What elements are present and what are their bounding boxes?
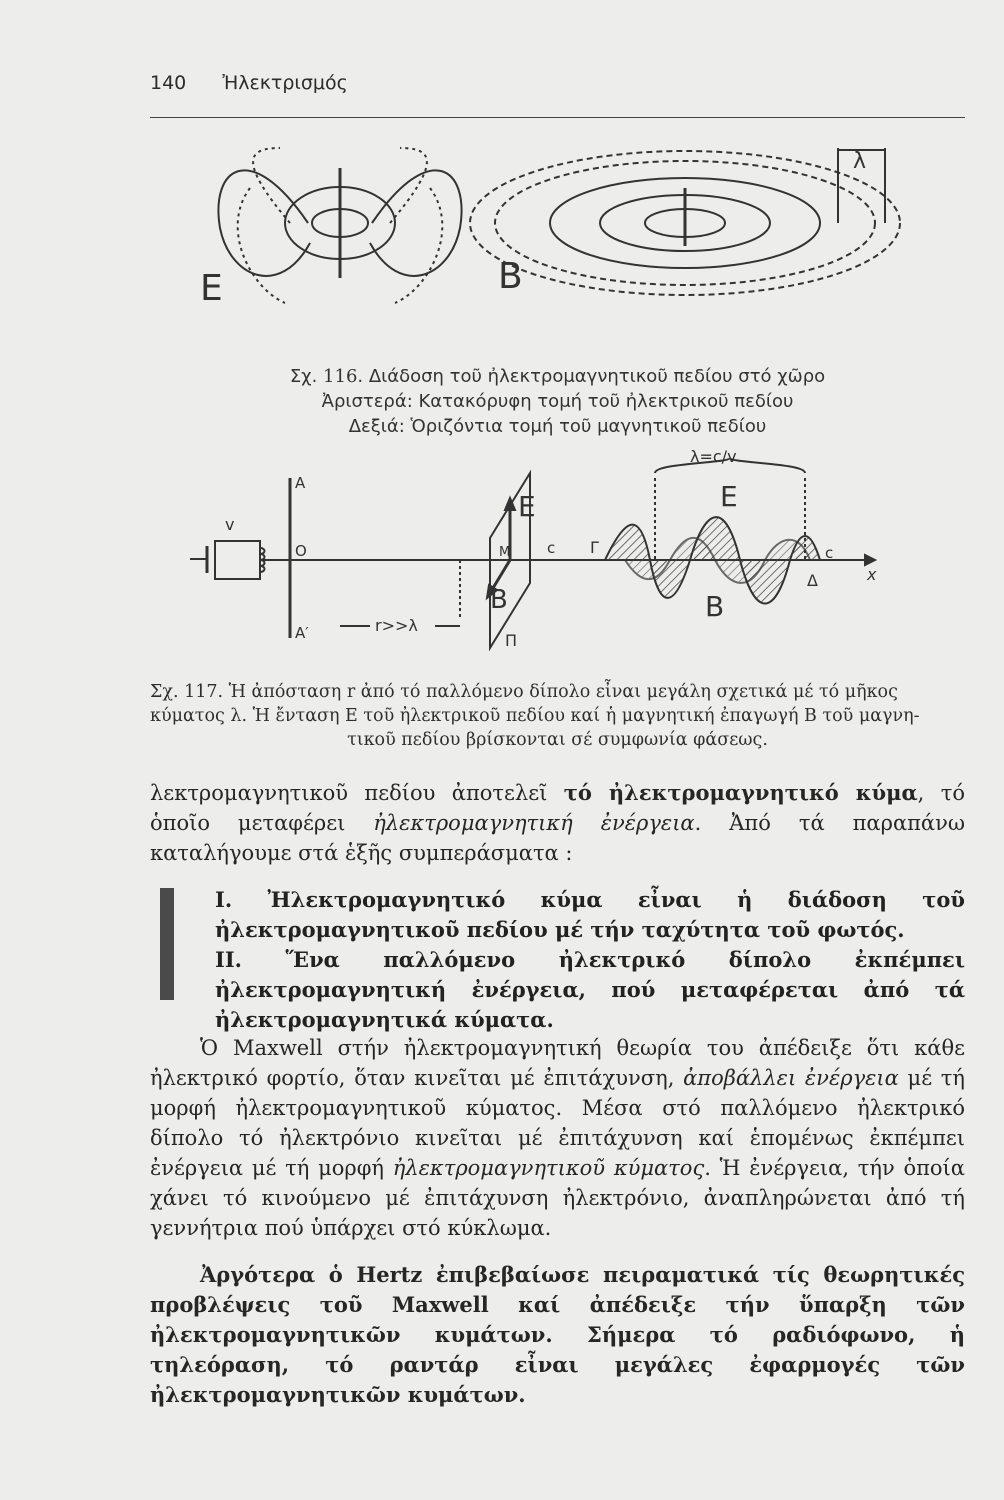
caption-116-prefix: Σχ. [289, 366, 318, 387]
fig117-label-a: A [295, 474, 306, 492]
conclusions [215, 885, 965, 1035]
para2-text2: μέ τή μορφή ἠλεκτρομαγνητικοῦ κύματος. Μέσα στό παλλόμενο ἠλεκτρικό δίπολο τό ἠλεκτρόνιο κινεῖται μέ ἐπιτάχυνση καί ἑπομένως ἐκπέμπει ἐνέργεια μέ τή μορφή [150, 1066, 966, 1180]
caption-116-line1: . Διάδοση τοῦ ἠλεκτρομαγνητικοῦ πεδίου στό χῶρο [357, 366, 826, 387]
fig117-label-delta: Δ [807, 571, 818, 590]
fig117-label-r: r>>λ [375, 616, 418, 635]
fig117-label-lambda-eq: λ=c/v [690, 448, 737, 466]
para1-text2: , τό ὁποῖο μεταφέρει [150, 781, 965, 835]
fig117-label-gamma: Γ [590, 538, 599, 557]
fig117-label-a-prime: A′ [295, 624, 309, 642]
fig117-label-v: v [225, 515, 235, 534]
paragraph-1 [150, 778, 965, 868]
fig117-label-o: O [295, 542, 307, 560]
page-number: 140 [150, 72, 187, 94]
figure-117 [185, 448, 905, 668]
para1-bold: τό ἠλεκτρομαγνητικό κύμα [563, 780, 918, 805]
fig117-label-c1: c [547, 539, 556, 557]
paragraph-2 [150, 1033, 965, 1243]
fig117-label-pi: Π [505, 631, 518, 650]
caption-116-number: 116 [323, 366, 358, 387]
paragraph-3: Ἀργότερα ὁ Hertz ἐπιβεβαίωσε πειραματικά τίς θεωρητικές προβλέψεις τοῦ Maxwell καί ἀπέδειξε τήν ὕπαρξη τῶν ἠλεκτρομαγνητικῶν κυμάτων. Σήμερα τό ραδιόφωνο, ἡ τηλεόραση, τό ραντάρ εἶναι μεγάλες ἐφαρμογές τῶν ἠλεκτρομαγνητικῶν κυμάτων. [150, 1262, 965, 1407]
para2-text1: Ὁ Maxwell στήν ἠλεκτρομαγνητική θεωρία του ἀπέδειξε ὅτι κάθε ἠλεκτρικό φορτίο, ὅταν κινεῖται μέ ἐπιτάχυνση, [150, 1036, 965, 1090]
chapter-title: Ἠλεκτρισμός [222, 72, 348, 94]
fig117-label-b2: B [705, 590, 725, 623]
page-header [150, 72, 348, 94]
fig117-label-e1: E [518, 490, 536, 523]
law-1: I. Ἠλεκτρομαγνητικό κύμα εἶναι ἡ διάδοση τοῦ ἠλεκτρομαγνητικοῦ πεδίου μέ τήν ταχύτητα τοῦ φωτός. [215, 887, 965, 942]
caption-117-line2: κύματος λ. Ἡ ἔνταση E τοῦ ἠλεκτρικοῦ πεδίου καί ἡ μαγνητική ἐπαγωγή B τοῦ μαγνη- [150, 706, 920, 726]
fig117-label-x: x [867, 565, 877, 584]
caption-117-line1: Σχ. 117. Ἡ ἀπόσταση r ἀπό τό παλλόμενο δίπολο εἶναι μεγάλη σχετικά μέ τό μῆκος [150, 682, 898, 702]
fig117-label-m: M [499, 545, 511, 560]
fig117-label-b1: B [490, 585, 508, 615]
caption-116 [150, 364, 965, 439]
figure-116 [190, 128, 910, 328]
law-2: II. Ἕνα παλλόμενο ἠλεκτρικό δίπολο ἐκπέμπει ἠλεκτρομαγνητική ἐνέργεια, πού μεταφέρεται ἀπό τά ἠλεκτρομαγνητικά κύματα. [215, 947, 965, 1032]
fig117-label-e2: E [720, 480, 738, 513]
para1-italic: ἠλεκτρομαγνητική ἐνέργεια [373, 811, 695, 835]
fig116-label-lambda: λ [853, 149, 867, 174]
caption-117 [150, 680, 965, 752]
caption-117-line3: τικοῦ πεδίου βρίσκονται σέ συμφωνία φάσεως. [347, 730, 768, 750]
para2-italic1: ἀποβάλλει ἐνέργεια [683, 1066, 899, 1090]
para1-text1: λεκτρομαγνητικοῦ πεδίου ἀποτελεῖ [150, 781, 564, 805]
fig116-label-b: B [498, 256, 523, 297]
margin-bar [160, 888, 174, 1000]
fig116-label-e: E [200, 268, 223, 309]
caption-116-line3: Δεξιά: Ὁριζόντια τομή τοῦ μαγνητικοῦ πεδίου [348, 416, 767, 437]
header-rule [150, 117, 965, 118]
caption-116-line2: Ἀριστερά: Κατακόρυφη τομή τοῦ ἠλεκτρικοῦ πεδίου [321, 391, 794, 412]
para2-italic2: ἠλεκτρομαγνητικοῦ κύματος [392, 1156, 705, 1180]
fig117-label-c2: c [825, 544, 834, 562]
para2-text3: . Ἡ ἐνέργεια, τήν ὁποία χάνει τό κινούμενο μέ ἐπιτάχυνση ἠλεκτρόνιο, ἀναπληρώνεται ἀπό τή γεννήτρια πού ὑπάρχει στό κύκλωμα. [150, 1156, 965, 1240]
para1-text3: . Ἀπό τά παραπάνω καταλήγουμε στά ἑξῆς συμπεράσματα : [150, 811, 965, 865]
